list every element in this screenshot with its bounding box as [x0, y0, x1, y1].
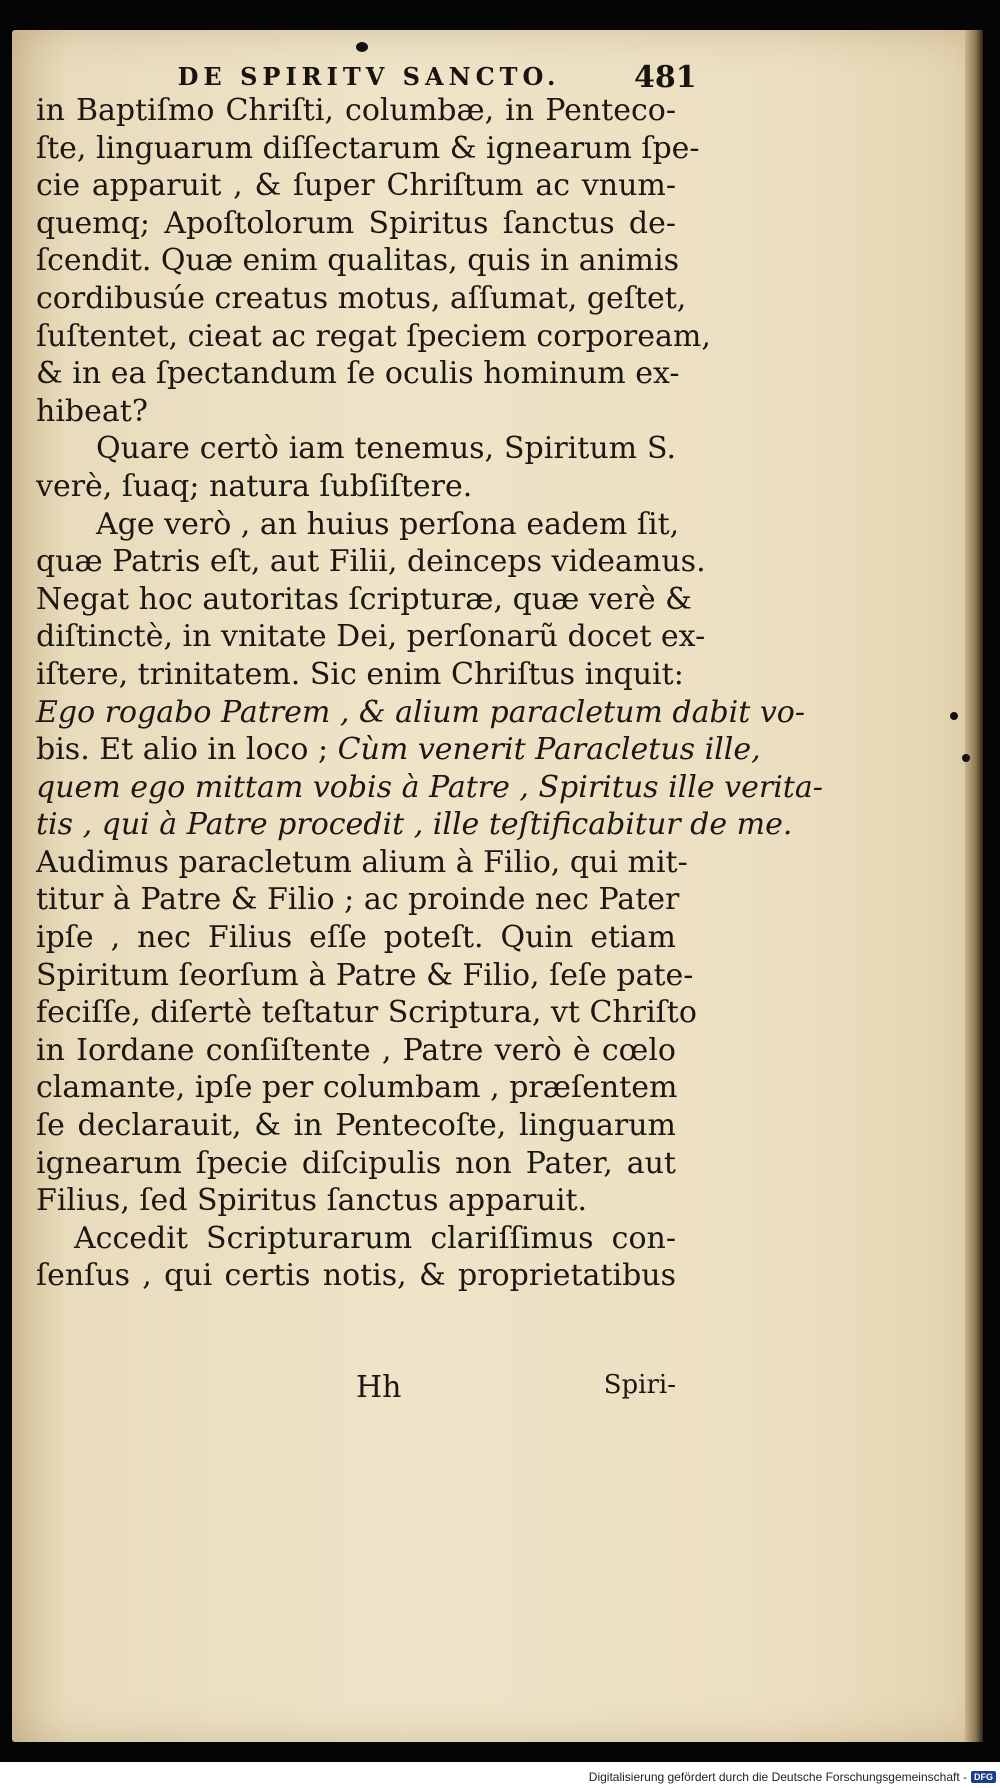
text-line: Negat hoc autoritas ſcripturæ, quæ verè &	[36, 581, 692, 617]
text-line: quemq; Apoſtolorum Spiritus ſanctus de-	[36, 205, 676, 241]
text-line: iſtere, trinitatem. Sic enim Chriſtus inquit:	[36, 656, 684, 692]
text-line: in Iordane conſiſtente , Patre verò è cœlo	[36, 1032, 676, 1068]
text-line: ſte, linguarum diſſectarum & ignearum ſpe-	[36, 130, 700, 166]
text-line: ſuſtentet, cieat ac regat ſpeciem corpoream,	[36, 318, 711, 354]
text-line	[36, 731, 761, 769]
margin-dot	[962, 754, 970, 762]
page-number: 481	[634, 60, 697, 95]
text-line: quem ego mittam vobis à Patre , Spiritus ille verita-	[36, 769, 823, 805]
digitization-credit	[589, 1770, 996, 1784]
text-line: quæ Patris eſt, aut Filii, deinceps videamus.	[36, 544, 706, 580]
running-head: DE SPIRITV SANCTO.	[177, 62, 561, 91]
margin-dot	[950, 712, 958, 720]
text-line: ipſe , nec Filius eſſe poteſt. Quin etiam	[36, 920, 676, 956]
text-line: tis , qui à Patre procedit , ille teſtificabitur de me.	[36, 807, 793, 843]
text-line: Filius, ſed Spiritus ſanctus apparuit.	[36, 1183, 588, 1219]
text-line: Age verò , an huius perſona eadem ſit,	[96, 506, 680, 542]
text-line: verè, ſuaq; natura ſubſiſtere.	[36, 468, 473, 504]
text-line: ignearum ſpecie diſcipulis non Pater, aut	[36, 1145, 676, 1181]
text-line: hibeat?	[36, 393, 148, 429]
text-line: diſtinctè, in vnitate Dei, perſonarũ docet ex-	[36, 619, 706, 655]
signature-mark: Hh	[356, 1370, 402, 1405]
text-line: ſe declarauit, & in Pentecoſte, linguarum	[36, 1108, 676, 1144]
text-line: cie apparuit , & ſuper Chriſtum ac vnum-	[36, 168, 676, 204]
text-line: Quare certò iam tenemus, Spiritum S.	[96, 431, 676, 467]
text-line: titur à Patre & Filio ; ac proinde nec Pater	[36, 882, 680, 918]
text-line: Ego rogabo Patrem , & alium paracletum dabit vo-	[36, 694, 805, 730]
text-line: Audimus paracletum alium à Filio, qui mit-	[36, 844, 688, 880]
text-segment-italic: Cùm venerit Paracletus ille,	[337, 732, 761, 768]
page-footer	[36, 1370, 676, 1410]
dfg-logo: DFG	[971, 1771, 996, 1783]
text-line: Spiritum ſeorſum à Patre & Filio, ſeſe pate-	[36, 957, 694, 993]
text-line: in Baptiſmo Chriſti, columbæ, in Penteco-	[36, 93, 676, 128]
head-ornament	[356, 42, 368, 52]
text-segment-roman: bis. Et alio in loco ;	[36, 732, 338, 768]
text-line: feciſſe, diſertè teſtatur Scriptura, vt Chriſto	[36, 995, 697, 1031]
text-line: cordibusúe creatus motus, aſſumat, geſtet,	[36, 280, 687, 316]
body-text	[36, 92, 823, 1295]
text-line: clamante, ipſe per columbam , præſentem	[36, 1070, 678, 1106]
catchword: Spiri-	[603, 1370, 676, 1400]
text-line: ſenſus , qui certis notis, & proprietatibus	[36, 1258, 676, 1294]
page-edge	[965, 30, 983, 1742]
text-line: ſcendit. Quæ enim qualitas, quis in animis	[36, 243, 679, 279]
text-line: Accedit Scripturarum clariſſimus con-	[74, 1220, 676, 1256]
credit-text: Digitalisierung gefördert durch die Deutsche Forschungsgemeinschaft -	[588, 1770, 967, 1784]
text-line: & in ea ſpectandum ſe oculis hominum ex-	[36, 356, 680, 392]
